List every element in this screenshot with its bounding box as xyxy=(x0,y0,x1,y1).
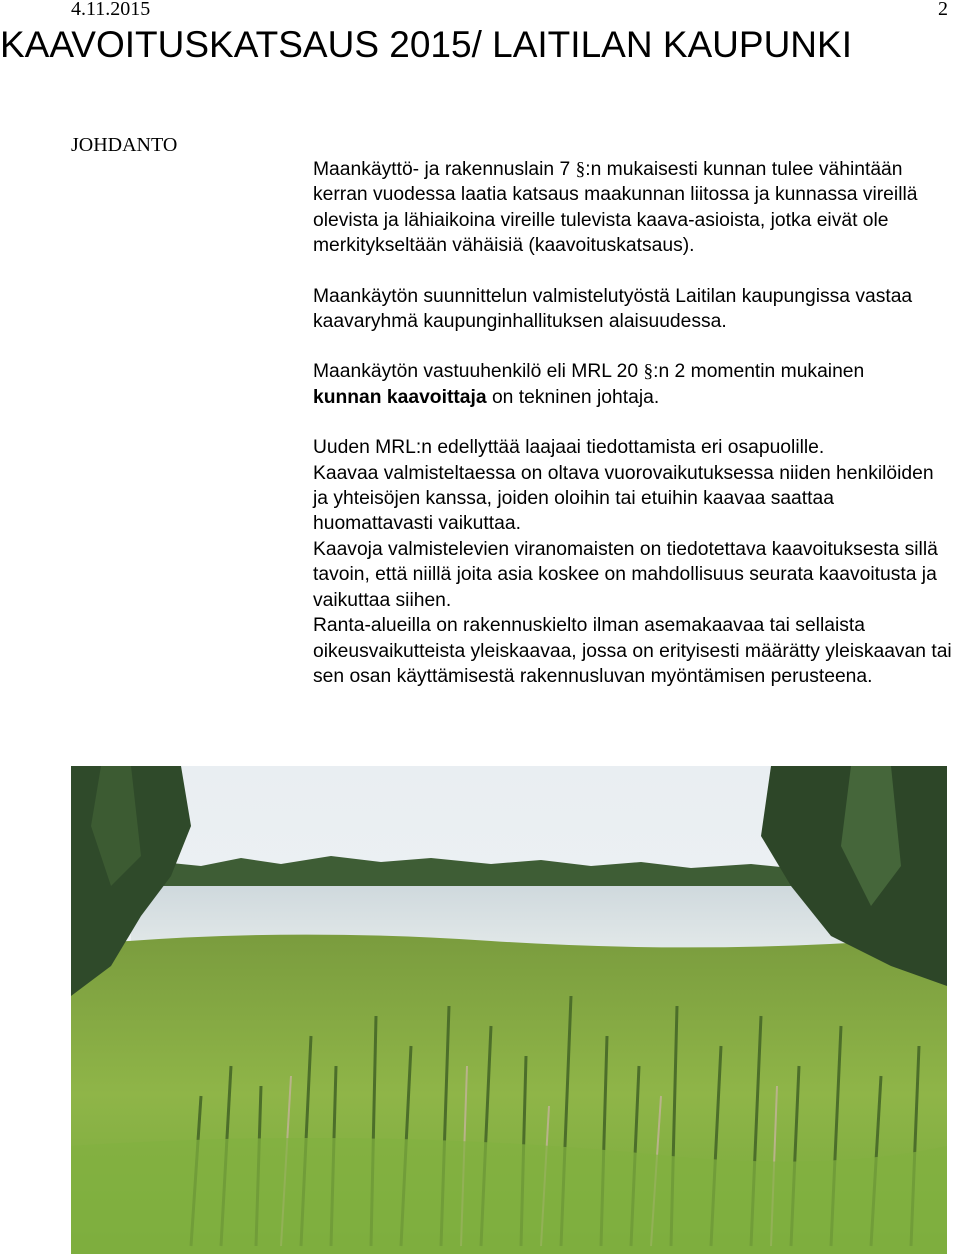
paragraph-planning-group: Maankäytön suunnittelun valmistelutyöstä Laitilan kaupungissa vastaa kaavaryhmä kaupunginhallituksen alaisuudessa. xyxy=(313,285,913,333)
paragraph-legal-basis: Maankäyttö- ja rakennuslain 7 §:n mukaisesti kunnan tulee vähintään kerran vuodessa laatia katsaus maakunnan liitossa ja kunnassa vireillä olevista ja lähiaikoina vireille tulevista kaava-asioista, jotka eivät ole merkitykseltään vähäisiä (kaavoituskatsaus). xyxy=(313,159,918,257)
page-number: 2 xyxy=(938,0,948,20)
paragraph-authorities: Kaavoja valmistelevien viranomaisten on tiedotettava kaavoituksesta sillä tavoin, että niillä joita asia koskee on mahdollisuus seurata kaavoitusta ja vaikuttaa siihen. xyxy=(313,538,938,611)
body-text xyxy=(313,157,953,689)
paragraph-interaction: Kaavaa valmisteltaessa on oltava vuorovaikutuksessa niiden henkilöiden ja yhteisöjen kanssa, joiden oloihin tai etuihin kaavaa saattaa huomattavasti vaikuttaa. xyxy=(313,462,934,535)
bold-term: kunnan kaavoittaja xyxy=(313,386,487,408)
lakeshore-photo xyxy=(71,766,947,1254)
page-date: 4.11.2015 xyxy=(71,0,151,20)
paragraph-communication: Uuden MRL:n edellyttää laajaai tiedottamista eri osapuolille. xyxy=(313,437,825,459)
page-title: KAAVOITUSKATSAUS 2015/ LAITILAN KAUPUNKI xyxy=(0,24,852,65)
paragraph-shore-areas: Ranta-alueilla on rakennuskielto ilman asemakaavaa tai sellaista oikeusvaikutteista yleiskaavaa, jossa on erityisesti määrätty yleiskaavan tai sen osan käyttämisestä rakennusluvan myöntämisen perusteena. xyxy=(313,615,952,687)
paragraph-responsible-person: Maankäytön vastuuhenkilö eli MRL 20 §:n 2 momentin mukainen kunnan kaavoittaja on tekninen johtaja. xyxy=(313,361,865,408)
section-heading: JOHDANTO xyxy=(71,134,178,156)
